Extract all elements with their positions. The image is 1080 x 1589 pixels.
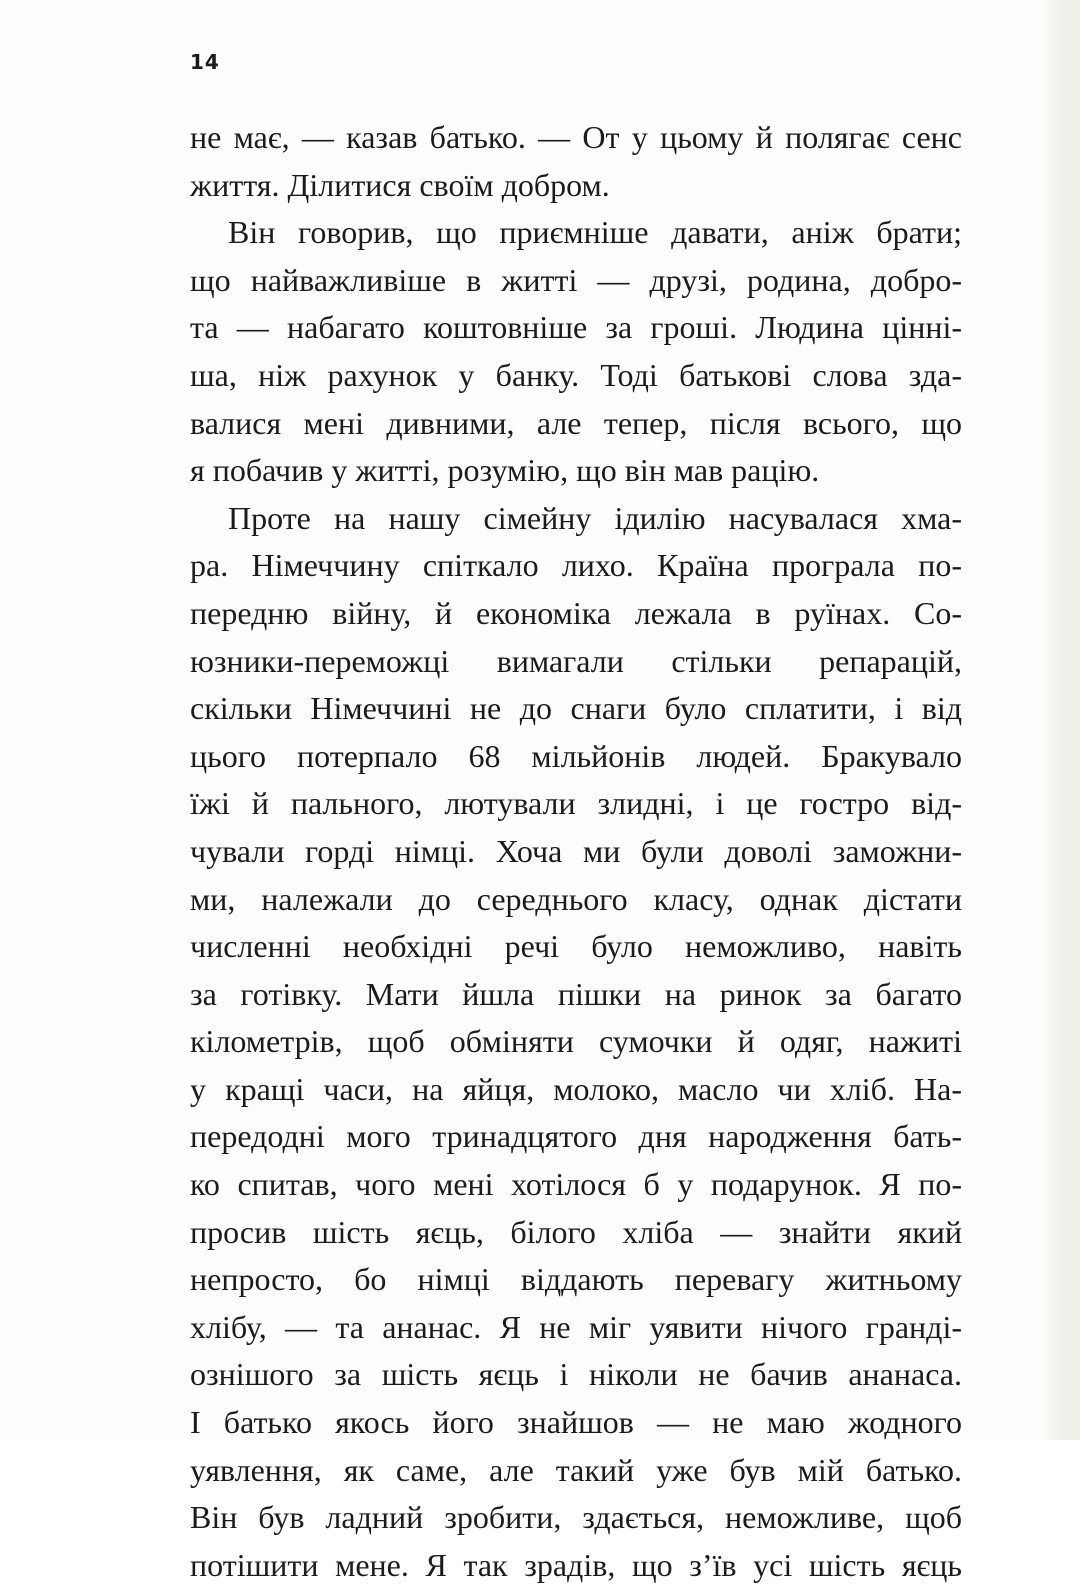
text-line: чували горді німці. Хоча ми були доволі заможни- (190, 832, 962, 869)
text-line: за готівку. Мати йшла пішки на ринок за багато (190, 975, 962, 1012)
text-line: скільки Німеччині не до снаги було сплатити, і від (190, 690, 962, 727)
page-edge-shadow (1040, 0, 1080, 1440)
text-line: хлібу, — та ананас. Я не міг уявити нічого гранді- (190, 1308, 962, 1345)
text-line: ознішого за шість яєць і ніколи не бачив ананаса. (190, 1356, 962, 1393)
text-line: Він був ладний зробити, здається, неможливе, щоб (190, 1499, 962, 1536)
page-number: 14 (190, 50, 220, 74)
text-line: численні необхідні речі було неможливо, навіть (190, 928, 962, 965)
text-line: Проте на нашу сімейну ідилію насувалася хма- (228, 499, 962, 536)
body-text (190, 114, 962, 1589)
text-line: ра. Німеччину спіткало лихо. Країна програла по- (190, 547, 962, 584)
text-line: І батько якось його знайшов — не маю жодного (190, 1404, 962, 1441)
text-line: ми, належали до середнього класу, однак дістати (190, 880, 962, 917)
text-line: не має, — казав батько. — От у цьому й полягає сенс (190, 119, 962, 155)
text-line: валися мені дивними, але тепер, після всього, що (190, 404, 962, 441)
text-line: просив шість яєць, білого хліба — знайти який (190, 1213, 962, 1250)
text-line: у кращі часи, на яйця, молоко, масло чи хліб. На- (190, 1070, 962, 1107)
text-line: передню війну, й економіка лежала в руїнах. Со- (190, 594, 962, 631)
text-line: непросто, бо німці віддають перевагу житньому (190, 1261, 962, 1298)
text-line: цього потерпало 68 мільйонів людей. Бракувало (190, 737, 962, 774)
text-line: уявлення, як саме, але такий уже був мій батько. (190, 1451, 962, 1488)
text-line: ко спитав, чого мені хотілося б у подарунок. Я по- (190, 1166, 962, 1203)
text-line: що найважливіше в житті — друзі, родина, добро- (190, 261, 962, 298)
text-line: передодні мого тринадцятого дня народження бать- (190, 1118, 962, 1155)
text-line: їжі й пального, лютували злидні, і це гостро від- (190, 785, 962, 822)
text-line: життя. Ділитися своїм добром. (190, 166, 610, 203)
text-line: ша, ніж рахунок у банку. Тоді батькові слова зда- (190, 356, 962, 393)
text-line: потішити мене. Я так зрадів, що з’їв усі шість яєць (190, 1546, 962, 1583)
text-line: я побачив у житті, розумію, що він мав рацію. (190, 452, 820, 489)
text-line: Він говорив, що приємніше давати, аніж брати; (228, 214, 962, 251)
text-line: кілометрів, щоб обміняти сумочки й одяг, нажиті (190, 1023, 962, 1060)
text-line: юзники-переможці вимагали стільки репарацій, (190, 642, 962, 679)
text-line: та — набагато коштовніше за гроші. Людина цінні- (190, 309, 962, 346)
